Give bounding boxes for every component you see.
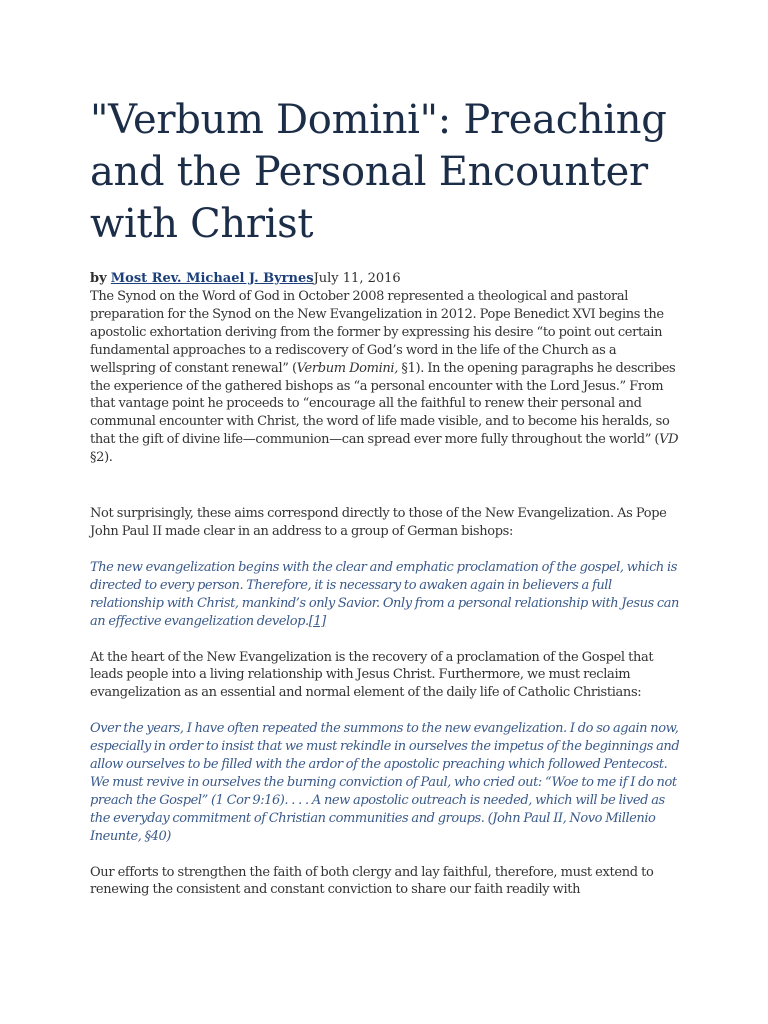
footnote-link-1[interactable]: [1] [308, 613, 326, 629]
paragraph-3: At the heart of the New Evangelization is the recovery of a proclamation of the Gospel that leads people into a living relationship with Jesus Christ. Furthermore, we must reclaim evangelization as an essential and normal element of the daily life of Catholic Christians: [90, 649, 654, 701]
author-link[interactable]: Most Rev. Michael J. Byrnes [110, 271, 314, 286]
publish-date: July 11, 2016 [313, 271, 401, 286]
byline [90, 270, 680, 288]
block-quote-1 [90, 559, 680, 631]
paragraph-1-part-2: §1). In the opening paragraphs he describes the experience of the gathered bishops as “a personal encounter with the Lord Jesus.” From that vantage point he proceeds to “encourage all the faithful to renew their personal and communal encounter with Christ, the word of life made visible, and to become his heralds, so that the gift of divine life—communion—can spread ever more fully throughout the world” ( [90, 360, 676, 448]
byline-prefix: by [90, 271, 107, 286]
citation-vd: VD [659, 432, 679, 448]
paragraph-1 [90, 288, 680, 467]
block-quote-1-text: The new evangelization begins with the clear and emphatic proclamation of the gospel, which is directed to every person. Therefore, it is necessary to awaken again in believers a full relationship with Christ, mankind’s only Savior. Only from a personal relationship with Jesus can an effective evangelization develop. [90, 559, 679, 629]
paragraph-1-part-1: The Synod on the Word of God in October 2008 represented a theological and pastoral preparation for the Synod on the New Evangelization in 2012. Pope Benedict XVI begins the apostolic exhortation deriving from the former by expressing his desire “to point out certain fundamental approaches to a rediscovery of God’s word in the life of the Church as a wellspring of constant renewal” ( [90, 289, 664, 376]
article [90, 94, 680, 899]
paragraph-1-part-3: §2). [90, 450, 113, 466]
block-quote-2: Over the years, I have often repeated the summons to the new evangelization. I do so again now, especially in order to insist that we must rekindle in ourselves the impetus of the beginnings and allow ourselves to be filled with the ardor of the apostolic preaching which followed Pentecost. We must revive in ourselves the burning conviction of Paul, who cried out: “Woe to me if I do not preach the Gospel” (1 Cor 9:16). . . . A new apostolic outreach is needed, which will be lived as the everyday commitment of Christian communities and groups. (John Paul II, Novo Millenio Ineunte, §40) [90, 721, 680, 844]
article-title: "Verbum Domini": Preaching and the Personal Encounter with Christ [90, 97, 667, 247]
paragraph-2: Not surprisingly, these aims correspond directly to those of the New Evangelization. As Pope John Paul II made clear in an address to a group of German bishops: [90, 506, 667, 539]
citation-verbum-domini: Verbum Domini, [296, 360, 399, 376]
paragraph-4: Our efforts to strengthen the faith of both clergy and lay faithful, therefore, must extend to renewing the consistent and constant conviction to share our faith readily with [90, 864, 654, 898]
